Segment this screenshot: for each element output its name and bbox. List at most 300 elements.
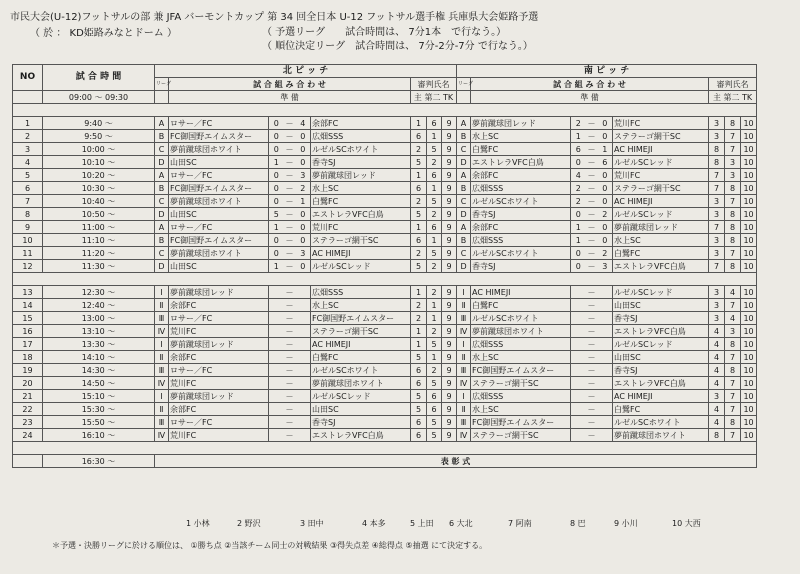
cell-sb: 白鷺FC — [613, 247, 709, 260]
cell-sa: 余部FC — [471, 221, 571, 234]
score-dash: － — [587, 235, 596, 245]
score-dash: － — [587, 430, 596, 440]
cell-nl: D — [155, 260, 169, 273]
cell-ns2 — [296, 325, 311, 338]
cell-sr2: 8 — [725, 338, 741, 351]
cell-sr2: 4 — [725, 286, 741, 299]
cell-nl: Ⅰ — [155, 286, 169, 299]
cell-nb: ルゼルSCレッド — [311, 390, 411, 403]
cell-ss2 — [598, 338, 613, 351]
col-time-header: 試 合 時 間 — [43, 65, 155, 91]
cell-na: ロサー／FC — [169, 169, 269, 182]
table-row — [13, 338, 757, 351]
score-dash: － — [587, 417, 596, 427]
referee-name: 10 大西 — [672, 519, 701, 528]
cell-ns2 — [296, 429, 311, 442]
cell-ns1: 0 — [269, 182, 284, 195]
score-dash: － — [285, 430, 294, 440]
cell-sl: D — [457, 156, 471, 169]
cell-no: 2 — [13, 130, 43, 143]
score-dash: － — [587, 209, 596, 219]
cell-sb: AC HIMEJI — [613, 195, 709, 208]
cell-sa: 水上SC — [471, 403, 571, 416]
cell-nl: C — [155, 247, 169, 260]
cell-ss1 — [571, 338, 586, 351]
table-row — [13, 403, 757, 416]
cell-nr2: 2 — [427, 156, 442, 169]
cell-nb: 香寺SJ — [311, 156, 411, 169]
cell-nr2: 5 — [427, 338, 442, 351]
cell-ns2 — [296, 390, 311, 403]
cell-na: 山田SC — [169, 260, 269, 273]
cell-sb: 夢前蹴球団ホワイト — [613, 429, 709, 442]
cell-nl: Ⅱ — [155, 299, 169, 312]
cell-no: 15 — [13, 312, 43, 325]
cell-sb: ルゼルSCレッド — [613, 208, 709, 221]
cell-sr1: 3 — [709, 130, 725, 143]
cell-time: 10:10 ～ — [43, 156, 155, 169]
cell-ss1 — [571, 416, 586, 429]
cell-ss1 — [571, 351, 586, 364]
cell-sr3: 10 — [741, 351, 757, 364]
cell-time: 14:50 ～ — [43, 377, 155, 390]
score-dash: － — [285, 417, 294, 427]
cell-sr1: 8 — [709, 143, 725, 156]
cell-ns1: 1 — [269, 260, 284, 273]
spacer-row — [13, 104, 757, 117]
cell-sr1: 3 — [709, 247, 725, 260]
referee-name: 7 阿南 — [508, 519, 532, 528]
cell-sr1: 3 — [709, 117, 725, 130]
cell-nr1: 2 — [411, 312, 427, 325]
referee-name: 6 大北 — [449, 519, 473, 528]
cell-sr1: 3 — [709, 390, 725, 403]
cell-ns1 — [269, 377, 284, 390]
score-dash: － — [285, 118, 294, 128]
cell-nb: 水上SC — [311, 299, 411, 312]
score-dash: － — [587, 222, 596, 232]
cell-ns2 — [296, 377, 311, 390]
cell-sl: B — [457, 234, 471, 247]
cell-na: ロサー／FC — [169, 117, 269, 130]
cell-ss1: 6 — [571, 143, 586, 156]
cell-nl: B — [155, 182, 169, 195]
cell-nr1: 2 — [411, 299, 427, 312]
referee-name: 8 巴 — [570, 519, 586, 528]
cell-nr3: 9 — [442, 299, 457, 312]
cell-sa: エストレラVFC白鳥 — [471, 156, 571, 169]
cell-ns1: 1 — [269, 221, 284, 234]
cell-ns2: 3 — [296, 169, 311, 182]
cell-nr2: 6 — [427, 403, 442, 416]
cell-sa: 広畑SSS — [471, 338, 571, 351]
cell-ns1: 1 — [269, 156, 284, 169]
cell-sb: ルゼルSCレッド — [613, 156, 709, 169]
cell-sr3: 10 — [741, 143, 757, 156]
cell-sl: Ⅲ — [457, 416, 471, 429]
cell-sa: 香寺SJ — [471, 208, 571, 221]
cell-sr1: 4 — [709, 403, 725, 416]
cell-ns2: 0 — [296, 143, 311, 156]
cell-time: 14:10 ～ — [43, 351, 155, 364]
cell-sb: ルゼルSCホワイト — [613, 416, 709, 429]
cell-sl: Ⅲ — [457, 364, 471, 377]
cell-no: 22 — [13, 403, 43, 416]
cell-nb: 香寺SJ — [311, 416, 411, 429]
cell-nr1: 1 — [411, 325, 427, 338]
cell-ns1 — [269, 299, 284, 312]
table-row — [13, 234, 757, 247]
cell-sb: ステラーゴ網干SC — [613, 182, 709, 195]
cell-ns1: 0 — [269, 169, 284, 182]
cell-ss2: 6 — [598, 156, 613, 169]
rule-text-1: （ 予選リーグ 試合時間は、 7分1本 で行なう。） — [262, 27, 507, 38]
cell-ns1 — [269, 325, 284, 338]
cell-na: 夢前蹴球団レッド — [169, 286, 269, 299]
prep-time: 09:00 ～ 09:30 — [43, 91, 155, 104]
cell-no: 20 — [13, 377, 43, 390]
cell-no: 13 — [13, 286, 43, 299]
cell-na: 夢前蹴球団レッド — [169, 338, 269, 351]
cell-nr2: 2 — [427, 364, 442, 377]
cell-sa: 夢前蹴球団ホワイト — [471, 325, 571, 338]
cell-nl: Ⅲ — [155, 312, 169, 325]
cell-ss2: 0 — [598, 117, 613, 130]
cell-sl: A — [457, 169, 471, 182]
cell-nb: 余部FC — [311, 117, 411, 130]
cell-sr3: 10 — [741, 312, 757, 325]
cell-sr1: 7 — [709, 169, 725, 182]
cell-ns1 — [269, 429, 284, 442]
cell-ss1: 2 — [571, 117, 586, 130]
cell-ns2: 1 — [296, 195, 311, 208]
cell-na: 夢前蹴球団レッド — [169, 390, 269, 403]
cell-sr3: 10 — [741, 429, 757, 442]
south-referee-header: 審判氏名 — [709, 78, 757, 91]
cell-time: 15:10 ～ — [43, 390, 155, 403]
cell-ss1: 0 — [571, 156, 586, 169]
cell-sa: AC HIMEJI — [471, 286, 571, 299]
cell-sr3: 10 — [741, 182, 757, 195]
prep-league-cell — [457, 91, 471, 104]
schedule-table — [12, 64, 757, 468]
cell-na: 夢前蹴球団ホワイト — [169, 143, 269, 156]
award-no-cell — [13, 455, 43, 468]
cell-nr1: 5 — [411, 260, 427, 273]
cell-sr2: 8 — [725, 364, 741, 377]
cell-nr2: 5 — [427, 416, 442, 429]
cell-nb: 水上SC — [311, 182, 411, 195]
cell-sr2: 7 — [725, 247, 741, 260]
cell-nr2: 5 — [427, 377, 442, 390]
cell-nr2: 6 — [427, 221, 442, 234]
cell-ss1: 1 — [571, 221, 586, 234]
cell-ss2 — [598, 312, 613, 325]
cell-sr1: 8 — [709, 429, 725, 442]
cell-nr1: 6 — [411, 364, 427, 377]
score-dash: － — [587, 170, 596, 180]
cell-sr3: 10 — [741, 195, 757, 208]
prep-no-cell — [13, 91, 43, 104]
cell-nr2: 1 — [427, 234, 442, 247]
cell-nr2: 6 — [427, 117, 442, 130]
cell-sb: 香寺SJ — [613, 312, 709, 325]
cell-ns2 — [296, 403, 311, 416]
south-pitch-header: 南 ピ ッ チ — [457, 65, 757, 78]
score-dash: － — [587, 248, 596, 258]
cell-ss2 — [598, 377, 613, 390]
cell-nr2: 5 — [427, 195, 442, 208]
cell-nr3: 9 — [442, 429, 457, 442]
rule-text-2: （ 順位決定リーグ 試合時間は、 7分-2分-7分 で行なう。） — [262, 41, 533, 52]
table-row — [13, 260, 757, 273]
cell-sr1: 7 — [709, 221, 725, 234]
cell-no: 23 — [13, 416, 43, 429]
cell-sr2: 7 — [725, 403, 741, 416]
cell-nr2: 1 — [427, 312, 442, 325]
table-row — [13, 390, 757, 403]
cell-na: 余部FC — [169, 351, 269, 364]
cell-nr3: 9 — [442, 338, 457, 351]
cell-sr1: 3 — [709, 208, 725, 221]
cell-nr1: 5 — [411, 351, 427, 364]
cell-nl: Ⅲ — [155, 364, 169, 377]
cell-no: 9 — [13, 221, 43, 234]
cell-sr2: 4 — [725, 312, 741, 325]
cell-nr1: 1 — [411, 286, 427, 299]
cell-ns2: 0 — [296, 130, 311, 143]
cell-sl: Ⅰ — [457, 286, 471, 299]
cell-ns1: 0 — [269, 143, 284, 156]
cell-time: 13:00 ～ — [43, 312, 155, 325]
cell-sb: エストレラVFC白鳥 — [613, 260, 709, 273]
cell-nr2: 2 — [427, 260, 442, 273]
cell-ns1 — [269, 390, 284, 403]
cell-ss1 — [571, 364, 586, 377]
cell-nb: 白鷺FC — [311, 195, 411, 208]
cell-sl: Ⅰ — [457, 390, 471, 403]
cell-ss1 — [571, 377, 586, 390]
cell-sb: 夢前蹴球団レッド — [613, 221, 709, 234]
cell-nr3: 9 — [442, 364, 457, 377]
cell-nr1: 5 — [411, 403, 427, 416]
score-dash: － — [285, 222, 294, 232]
cell-ns1 — [269, 364, 284, 377]
cell-ns1: 0 — [269, 117, 284, 130]
cell-sb: エストレラVFC白鳥 — [613, 325, 709, 338]
cell-sb: 山田SC — [613, 299, 709, 312]
score-dash: － — [285, 196, 294, 206]
cell-nr2: 5 — [427, 247, 442, 260]
cell-ns1: 0 — [269, 195, 284, 208]
cell-sb: 山田SC — [613, 351, 709, 364]
cell-ns2 — [296, 364, 311, 377]
cell-ss1: 0 — [571, 247, 586, 260]
cell-sl: A — [457, 117, 471, 130]
cell-nr1: 1 — [411, 338, 427, 351]
score-dash: － — [285, 313, 294, 323]
cell-sr1: 4 — [709, 351, 725, 364]
score-dash: － — [587, 391, 596, 401]
score-dash: － — [285, 235, 294, 245]
cell-sb: 香寺SJ — [613, 364, 709, 377]
cell-nl: B — [155, 234, 169, 247]
cell-ns1: 0 — [269, 234, 284, 247]
cell-sr2: 8 — [725, 234, 741, 247]
score-dash: － — [587, 118, 596, 128]
cell-sr1: 7 — [709, 182, 725, 195]
cell-sr3: 10 — [741, 247, 757, 260]
score-dash: － — [285, 261, 294, 271]
referee-name: 3 田中 — [300, 519, 324, 528]
cell-nr2: 2 — [427, 208, 442, 221]
cell-time: 13:10 ～ — [43, 325, 155, 338]
cell-sa: 白鷺FC — [471, 143, 571, 156]
cell-time: 10:40 ～ — [43, 195, 155, 208]
cell-sr3: 10 — [741, 208, 757, 221]
cell-ss2: 2 — [598, 208, 613, 221]
cell-nl: Ⅳ — [155, 429, 169, 442]
cell-ss1 — [571, 286, 586, 299]
score-dash: － — [587, 183, 596, 193]
cell-nl: A — [155, 169, 169, 182]
cell-nr2: 5 — [427, 429, 442, 442]
cell-ns1 — [269, 286, 284, 299]
cell-nr3: 9 — [442, 416, 457, 429]
cell-sb: AC HIMEJI — [613, 390, 709, 403]
cell-time: 10:50 ～ — [43, 208, 155, 221]
cell-nr1: 1 — [411, 169, 427, 182]
referee-name: 1 小林 — [186, 519, 210, 528]
cell-ss2 — [598, 325, 613, 338]
col-no-header: NO — [13, 65, 43, 91]
cell-ns2: 0 — [296, 208, 311, 221]
cell-nr3: 9 — [442, 247, 457, 260]
score-dash: － — [587, 313, 596, 323]
score-dash: － — [285, 391, 294, 401]
cell-nr2: 5 — [427, 143, 442, 156]
cell-no: 7 — [13, 195, 43, 208]
cell-ss1: 1 — [571, 234, 586, 247]
cell-sr1: 3 — [709, 312, 725, 325]
north-match-header: 試 合 組 み 合 わ せ — [169, 78, 411, 91]
cell-nr3: 9 — [442, 195, 457, 208]
score-dash: － — [285, 144, 294, 154]
cell-sr2: 8 — [725, 221, 741, 234]
cell-sr2: 8 — [725, 182, 741, 195]
cell-nr2: 6 — [427, 390, 442, 403]
ranking-note: ＊予選・決勝リーグに於ける順位は、 ①勝ち点 ②当該チーム同士の対戦結果 ③得失点差 ④総得点 ⑤抽選 にて決定する。 — [52, 541, 488, 550]
cell-nb: AC HIMEJI — [311, 338, 411, 351]
cell-sb: ルゼルSCレッド — [613, 286, 709, 299]
cell-ss1 — [571, 390, 586, 403]
cell-ss1: 0 — [571, 208, 586, 221]
cell-nb: エストレラVFC白鳥 — [311, 208, 411, 221]
cell-nb: FC御国野エイムスター — [311, 312, 411, 325]
cell-sl: Ⅳ — [457, 377, 471, 390]
cell-time: 15:30 ～ — [43, 403, 155, 416]
cell-nl: Ⅳ — [155, 325, 169, 338]
cell-sr3: 10 — [741, 338, 757, 351]
cell-sr2: 3 — [725, 325, 741, 338]
cell-nr3: 9 — [442, 156, 457, 169]
cell-sa: ルゼルSCホワイト — [471, 195, 571, 208]
table-row — [13, 364, 757, 377]
cell-sl: Ⅳ — [457, 429, 471, 442]
cell-time: 11:10 ～ — [43, 234, 155, 247]
cell-ss1: 4 — [571, 169, 586, 182]
cell-sr3: 10 — [741, 403, 757, 416]
cell-ns2: 4 — [296, 117, 311, 130]
cell-no: 14 — [13, 299, 43, 312]
cell-nr3: 9 — [442, 312, 457, 325]
cell-sr3: 10 — [741, 169, 757, 182]
score-dash: － — [285, 326, 294, 336]
cell-nr3: 9 — [442, 169, 457, 182]
cell-ns1 — [269, 351, 284, 364]
cell-sr2: 7 — [725, 130, 741, 143]
cell-ss2: 0 — [598, 195, 613, 208]
cell-nr3: 9 — [442, 208, 457, 221]
cell-nr3: 9 — [442, 221, 457, 234]
cell-ss1: 2 — [571, 182, 586, 195]
cell-time: 12:30 ～ — [43, 286, 155, 299]
cell-nl: Ⅱ — [155, 403, 169, 416]
cell-nr3: 9 — [442, 390, 457, 403]
cell-sr1: 4 — [709, 364, 725, 377]
cell-sr3: 10 — [741, 156, 757, 169]
score-dash: － — [285, 378, 294, 388]
cell-ns1 — [269, 338, 284, 351]
cell-na: 山田SC — [169, 208, 269, 221]
cell-ss2: 0 — [598, 130, 613, 143]
cell-sr2: 8 — [725, 416, 741, 429]
score-dash: － — [285, 300, 294, 310]
cell-sr3: 10 — [741, 390, 757, 403]
cell-ns2: 0 — [296, 156, 311, 169]
cell-ss2: 0 — [598, 221, 613, 234]
score-dash: － — [587, 352, 596, 362]
cell-ss2: 2 — [598, 247, 613, 260]
cell-nr3: 9 — [442, 377, 457, 390]
cell-ss1 — [571, 299, 586, 312]
score-dash: － — [587, 404, 596, 414]
cell-sr2: 7 — [725, 195, 741, 208]
table-row — [13, 312, 757, 325]
table-row — [13, 143, 757, 156]
score-dash: － — [285, 287, 294, 297]
score-dash: － — [587, 261, 596, 271]
north-pitch-header: 北 ピ ッ チ — [155, 65, 457, 78]
award-row — [13, 455, 757, 468]
cell-ns1 — [269, 403, 284, 416]
score-dash: － — [587, 378, 596, 388]
cell-nl: D — [155, 156, 169, 169]
cell-ss2 — [598, 351, 613, 364]
cell-nr2: 2 — [427, 325, 442, 338]
cell-ss1 — [571, 429, 586, 442]
cell-sa: ルゼルSCホワイト — [471, 247, 571, 260]
cell-sa: 水上SC — [471, 351, 571, 364]
cell-time: 13:30 ～ — [43, 338, 155, 351]
cell-nr1: 5 — [411, 390, 427, 403]
cell-sl: Ⅲ — [457, 312, 471, 325]
cell-no: 6 — [13, 182, 43, 195]
cell-ss2 — [598, 416, 613, 429]
cell-sr2: 7 — [725, 429, 741, 442]
cell-sr3: 10 — [741, 364, 757, 377]
south-prep: 準 備 — [471, 91, 709, 104]
